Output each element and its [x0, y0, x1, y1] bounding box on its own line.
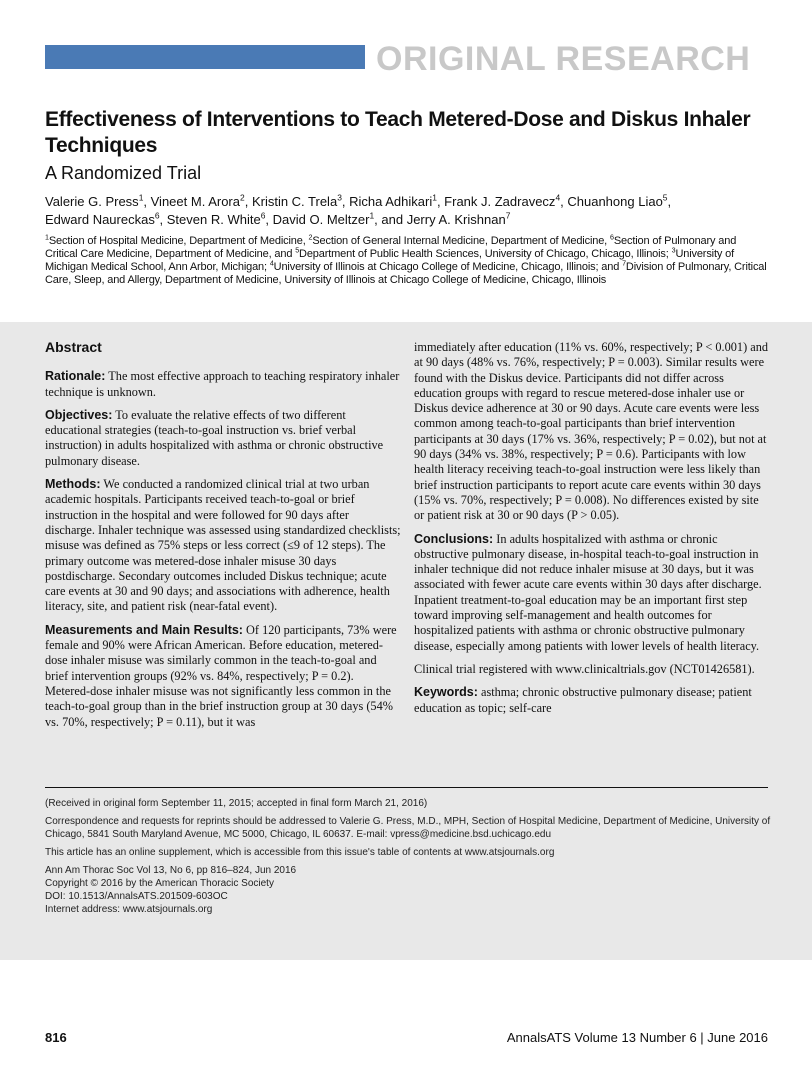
author-name: Edward Naureckas — [45, 212, 155, 227]
author-list — [45, 193, 775, 229]
journal-info: AnnalsATS Volume 13 Number 6 | June 2016 — [506, 1030, 768, 1045]
author-affiliation-sup: 4 — [555, 192, 561, 203]
section-label: ORIGINAL RESEARCH — [376, 40, 751, 78]
abstract-column-left — [45, 340, 401, 738]
received-dates: (Received in original form September 11, 2015; accepted in final form March 21, 2016) — [45, 798, 428, 809]
affiliation-sup: 2 — [308, 233, 313, 242]
author-affiliation-sup: 5 — [662, 192, 668, 203]
affiliation-text: Department of Public Health Sciences, University of Chicago, Chicago, Illinois; — [299, 248, 672, 260]
trial-registration: Clinical trial registered with www.clinicaltrials.gov (NCT01426581). — [414, 661, 755, 676]
abstract-methods — [45, 477, 401, 615]
author-name: Kristin C. Trela — [251, 194, 338, 209]
author-affiliation-sup: 3 — [337, 192, 342, 203]
author-name: Vineet M. Arora — [150, 194, 240, 209]
abstract-column-right — [414, 340, 770, 724]
abstract-conclusions — [414, 532, 770, 654]
affiliation-sup: 7 — [622, 259, 626, 268]
affiliation-sup: 1 — [45, 233, 49, 242]
author-separator: , — [560, 194, 568, 209]
keywords-label: Keywords: — [414, 685, 478, 700]
author-separator: , and — [374, 212, 407, 227]
author-separator: , — [436, 194, 445, 209]
supplement-note: This article has an online supplement, which is accessible from this issue's table of contents at www.atsjournals.org — [45, 847, 555, 858]
author-name: Chuanhong Liao — [567, 194, 663, 209]
affiliation-sup: 6 — [610, 233, 614, 242]
footnotes — [45, 797, 775, 916]
author-separator: , — [265, 212, 273, 227]
conclusions-label: Conclusions: — [414, 531, 494, 546]
author-affiliation-sup: 1 — [432, 192, 437, 203]
header-color-bar — [45, 45, 365, 69]
affiliation-sup: 5 — [295, 246, 300, 255]
objectives-text: To evaluate the relative effects of two different educational strategies (teach-to-goal instruction vs. brief verbal instruction) in adults hospitalized with asthma or chronic obstructive pulmonary disease. — [45, 407, 384, 468]
author-affiliation-sup: 1 — [369, 210, 375, 221]
affiliation-text: Division of Pulmonary, Critical Care, Sleep, and Allergy, Department of Medicine, University of Illinois at Chicago College of Medicine, Chicago, Illinois — [45, 261, 767, 286]
author-affiliation-sup: 2 — [240, 192, 245, 203]
results-text: Of 120 participants, 73% were female and 90% were African American. Before education, metered-dose inhaler misuse was similarly common in the teach-to-goal and brief intervention groups (92% vs. 84%, respectively; P = 0.2). Metered-dose inhaler misuse was not significantly less common in the teach-to-goal group than in the brief instruction group at 30 days (54% vs. 70%, respectively; P = 0.11), but it was — [45, 622, 397, 729]
article-subtitle: A Randomized Trial — [45, 163, 202, 183]
affiliation-text: University of Illinois at Chicago College of Medicine, Chicago, Illinois; and — [273, 261, 623, 273]
affiliation-text: Section of Pulmonary and Critical Care Medicine, Department of Medicine, and — [45, 235, 737, 260]
affiliations — [45, 235, 770, 287]
keywords-text: asthma; chronic obstructive pulmonary disease; patient education as topic; self-care — [414, 685, 752, 715]
copyright: Copyright © 2016 by the American Thoracic Society — [45, 878, 274, 889]
affiliation-text: Section of Hospital Medicine, Department of Medicine, — [48, 235, 309, 247]
conclusions-text: In adults hospitalized with asthma or chronic obstructive pulmonary disease, in-hospital teach-to-goal instruction in inhaler technique did not reduce inhaler misuse at 30 days, but it was associated with fewer acute care events within 30 days after discharge. Inpatient treatment-to-goal education may be an important first step toward improving self-management and health outcomes for hospitalized patients with asthma or chronic obstructive pulmonary disease, especially among patients with lower levels of health literacy. — [414, 531, 762, 653]
abstract-heading: Abstract — [45, 339, 102, 355]
footnote-divider — [45, 787, 768, 788]
correspondence: Correspondence and requests for reprints should be addressed to Valerie G. Press, M.D., MPH, Section of Hospital Medicine, Department of Medicine, University of Chicago, 5841 South Maryland Avenue, MC 5000, Chicago, IL 60637. E-mail: vpress@medicine.bsd.uchicago.edu — [45, 816, 771, 840]
abstract-objectives — [45, 408, 401, 469]
article-title: Effectiveness of Interventions to Teach Metered-Dose and Diskus Inhaler Techniques — [45, 108, 751, 157]
doi: DOI: 10.1513/AnnalsATS.201509-603OC — [45, 891, 228, 902]
methods-label: Methods: — [45, 477, 101, 492]
abstract-keywords — [414, 685, 770, 716]
affiliation-text: University of Michigan Medical School, Ann Arbor, Michigan; — [45, 248, 735, 273]
affiliation-text: Section of General Internal Medicine, Department of Medicine, — [312, 235, 610, 247]
author-separator: , — [341, 194, 350, 209]
rationale-label: Rationale: — [45, 369, 106, 384]
author-name: Richa Adhikari — [349, 194, 433, 209]
author-affiliation-sup: 6 — [260, 210, 266, 221]
methods-text: We conducted a randomized clinical trial at two urban academic hospitals. Participants received teach-to-goal or brief instruction in the hospital and were followed for 90 days after discharge. Inhaler technique was assessed using standardized checklists; misuse was defined as 75% steps or less correct (≤9 of 12 steps). The primary outcome was metered-dose inhaler misuse 30 days postdischarge. Secondary outcomes included Diskus technique; acute care events at 30 and 90 days; and associations with adherence, health literacy, site, and patient risk (near-fatal event). — [45, 477, 401, 614]
author-separator: , — [143, 194, 151, 209]
author-name: Steven R. White — [166, 212, 261, 227]
rationale-text: The most effective approach to teaching respiratory inhaler technique is unknown. — [45, 369, 400, 399]
results-label: Measurements and Main Results: — [45, 622, 243, 637]
author-name: Frank J. Zadravecz — [444, 194, 556, 209]
author-affiliation-sup: 1 — [138, 192, 144, 203]
author-name: Jerry A. Krishnan — [406, 212, 506, 227]
author-separator: , — [244, 194, 252, 209]
abstract-rationale — [45, 369, 401, 400]
author-separator: , — [159, 212, 167, 227]
affiliation-sup: 3 — [671, 246, 676, 255]
citation: Ann Am Thorac Soc Vol 13, No 6, pp 816–824, Jun 2016 — [45, 865, 297, 876]
author-name: Valerie G. Press — [45, 194, 139, 209]
author-affiliation-sup: 6 — [154, 210, 160, 221]
abstract-results — [45, 623, 401, 730]
author-affiliation-sup: 7 — [505, 210, 511, 221]
author-name: David O. Meltzer — [272, 212, 370, 227]
author-separator: , — [667, 194, 672, 209]
objectives-label: Objectives: — [45, 407, 113, 422]
abstract-results-continued: immediately after education (11% vs. 60%, respectively; P < 0.001) and at 90 days (48% vs. 76%, respectively; P = 0.003). Similar results were found with the Diskus device. Participants did not differ across education groups with regard to rescue metered-dose inhaler use or Diskus device adherence at 30 or 90 days. Acute care events were less common among teach-to-goal participants than brief intervention participants at 30 days (17% vs. 36%, respectively; P = 0.02), but not at 90 days (34% vs. 38%, respectively; P = 0.6). Participants with low health literacy receiving teach-to-goal instruction were less likely than brief instruction participants to report acute care events within 30 days (15% vs. 70%, respectively; P = 0.008). No differences existed by site or patient risk at 30 or 90 days (P > 0.05). — [414, 340, 768, 523]
affiliation-sup: 4 — [269, 259, 274, 268]
internet-address: Internet address: www.atsjournals.org — [45, 904, 213, 915]
page-number: 816 — [45, 1030, 67, 1045]
